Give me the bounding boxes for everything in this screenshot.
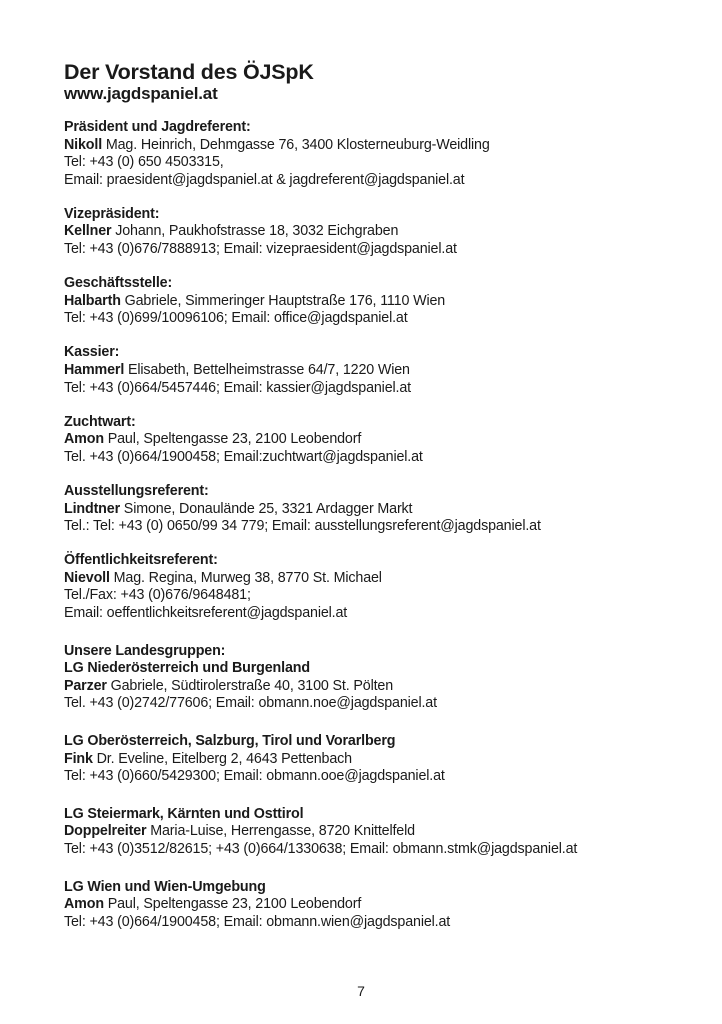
contact-line: Tel.: Tel: +43 (0) 0650/99 34 779; Email: ausstellungsreferent@jagdspaniel.at bbox=[64, 518, 541, 535]
member-surname: Amon bbox=[64, 431, 104, 448]
regional-group-ooe bbox=[64, 733, 684, 786]
landesgruppen-heading: Unsere Landesgruppen: bbox=[64, 642, 226, 659]
contact-line: Tel. +43 (0)664/1900458; Email:zuchtwart@jagdspaniel.at bbox=[64, 448, 423, 465]
member-name-line bbox=[64, 570, 684, 588]
website-url: www.jagdspaniel.at bbox=[64, 84, 218, 103]
member-details: Maria-Luise, Herrengasse, 8720 Knittelfeld bbox=[146, 823, 415, 840]
contact-line: Tel: +43 (0)664/5457446; Email: kassier@jagdspaniel.at bbox=[64, 379, 411, 396]
member-surname: Amon bbox=[64, 896, 104, 913]
member-name-line bbox=[64, 678, 684, 696]
section-heading: Vizepräsident: bbox=[64, 205, 160, 222]
member-name-line bbox=[64, 501, 684, 519]
member-surname: Nikoll bbox=[64, 136, 103, 153]
contact-line: Tel: +43 (0)660/5429300; Email: obmann.ooe@jagdspaniel.at bbox=[64, 768, 445, 785]
contact-line: Tel./Fax: +43 (0)676/9648481; bbox=[64, 587, 251, 604]
page-title: Der Vorstand des ÖJSpK bbox=[64, 60, 314, 84]
board-section-vizepraesident bbox=[64, 206, 684, 259]
group-heading: LG Niederösterreich und Burgenland bbox=[64, 660, 310, 677]
document-page bbox=[64, 60, 684, 931]
section-heading: Ausstellungsreferent: bbox=[64, 483, 209, 499]
board-section-kassier bbox=[64, 344, 684, 397]
regional-group-noe bbox=[64, 643, 684, 713]
group-heading: LG Oberösterreich, Salzburg, Tirol und Vorarlberg bbox=[64, 733, 396, 750]
group-heading: LG Steiermark, Kärnten und Osttirol bbox=[64, 805, 304, 822]
member-surname: Kellner bbox=[64, 223, 112, 240]
contact-line: Email: praesident@jagdspaniel.at & jagdreferent@jagdspaniel.at bbox=[64, 171, 465, 188]
member-details: Mag. Regina, Murweg 38, 8770 St. Michael bbox=[109, 569, 382, 586]
section-heading: Öffentlichkeitsreferent: bbox=[64, 552, 218, 569]
member-surname: Doppelreiter bbox=[64, 823, 147, 840]
member-name-line bbox=[64, 223, 684, 241]
member-details: Dr. Eveline, Eitelberg 2, 4643 Pettenbach bbox=[92, 750, 352, 767]
member-details: Gabriele, Südtirolerstraße 40, 3100 St. Pölten bbox=[106, 677, 394, 694]
member-details: Gabriele, Simmeringer Hauptstraße 176, 1110 Wien bbox=[120, 292, 446, 309]
contact-line: Tel: +43 (0)699/10096106; Email: office@jagdspaniel.at bbox=[64, 310, 408, 327]
member-surname: Halbarth bbox=[64, 292, 121, 309]
section-heading: Kassier: bbox=[64, 344, 120, 361]
member-details: Johann, Paukhofstrasse 18, 3032 Eichgraben bbox=[111, 223, 399, 240]
section-heading: Zuchtwart: bbox=[64, 413, 136, 430]
member-surname: Parzer bbox=[64, 677, 107, 694]
member-details: Paul, Speltengasse 23, 2100 Leobendorf bbox=[103, 431, 362, 448]
member-details: Mag. Heinrich, Dehmgasse 76, 3400 Klosterneuburg-Weidling bbox=[102, 136, 490, 153]
board-section-oeffentlichkeitsreferent bbox=[64, 552, 684, 622]
contact-line: Tel: +43 (0)676/7888913; Email: vizepraesident@jagdspaniel.at bbox=[64, 241, 457, 258]
member-name-line bbox=[64, 896, 684, 914]
member-name-line bbox=[64, 751, 684, 769]
contact-line: Tel: +43 (0) 650 4503315, bbox=[64, 154, 224, 171]
member-details: Simone, Donaulände 25, 3321 Ardagger Markt bbox=[119, 500, 413, 517]
section-heading: Geschäftsstelle: bbox=[64, 275, 173, 292]
contact-line: Tel: +43 (0)3512/82615; +43 (0)664/1330638; Email: obmann.stmk@jagdspaniel.at bbox=[64, 841, 578, 857]
member-name-line bbox=[64, 431, 684, 449]
board-section-ausstellungsreferent bbox=[64, 483, 684, 536]
member-details: Elisabeth, Bettelheimstrasse 64/7, 1220 Wien bbox=[124, 362, 410, 379]
member-name-line bbox=[64, 293, 684, 311]
page-number: 7 bbox=[357, 983, 365, 999]
member-name-line bbox=[64, 823, 684, 841]
member-surname: Hammerl bbox=[64, 362, 125, 379]
member-surname: Fink bbox=[64, 750, 93, 767]
group-heading: LG Wien und Wien-Umgebung bbox=[64, 878, 266, 895]
contact-line: Tel. +43 (0)2742/77606; Email: obmann.noe@jagdspaniel.at bbox=[64, 695, 437, 712]
contact-line: Tel: +43 (0)664/1900458; Email: obmann.wien@jagdspaniel.at bbox=[64, 913, 451, 930]
member-name-line bbox=[64, 362, 684, 380]
member-name-line bbox=[64, 137, 684, 155]
member-details: Paul, Speltengasse 23, 2100 Leobendorf bbox=[103, 896, 362, 913]
contact-line: Email: oeffentlichkeitsreferent@jagdspaniel.at bbox=[64, 605, 348, 622]
board-section-praesident bbox=[64, 119, 684, 189]
board-section-zuchtwart bbox=[64, 414, 684, 467]
regional-group-stmk bbox=[64, 806, 684, 859]
section-heading: Präsident und Jagdreferent: bbox=[64, 119, 251, 135]
member-surname: Nievoll bbox=[64, 569, 110, 586]
board-section-geschaeftsstelle bbox=[64, 275, 684, 328]
member-surname: Lindtner bbox=[64, 500, 120, 517]
regional-group-wien bbox=[64, 879, 684, 932]
